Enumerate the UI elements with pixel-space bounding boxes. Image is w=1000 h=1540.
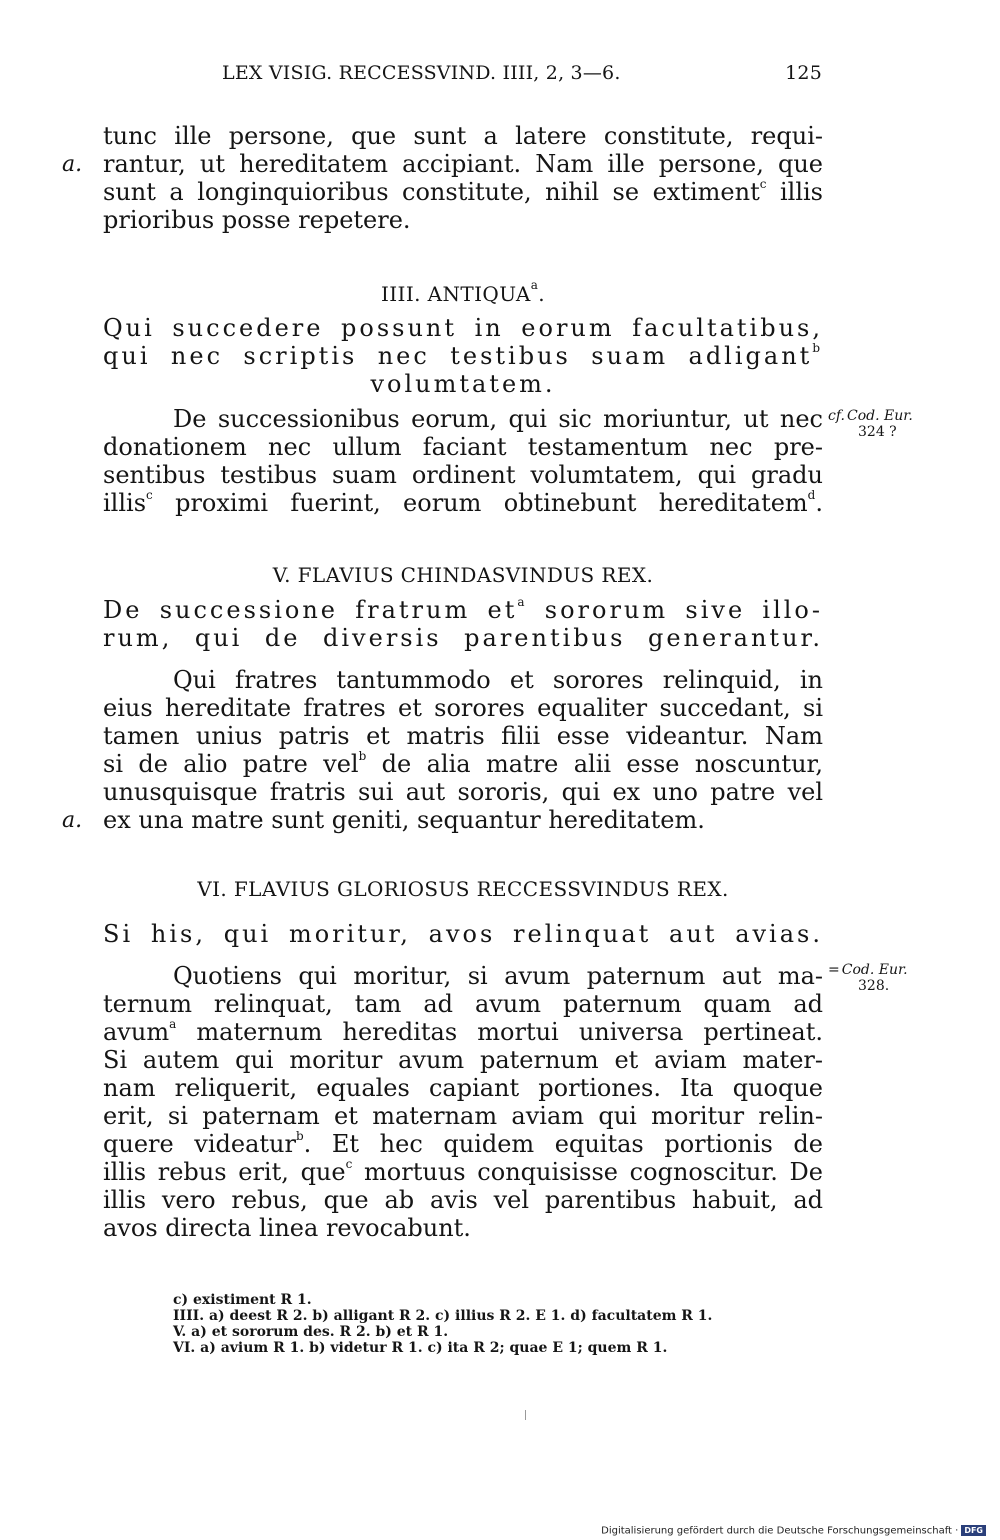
section4-body <box>103 405 823 517</box>
text-line: unusquisque fratris sui aut sororis, qui ex uno patre vel <box>103 778 823 806</box>
stray-mark <box>525 1410 526 1420</box>
text-line: Quotiens qui moritur, si avum paternum aut ma- <box>173 962 823 990</box>
margin-letter-a: a. <box>62 808 83 833</box>
title-line: Si his, qui moritur, avos relinquat aut avias. <box>103 920 823 948</box>
text-line: tamen unius patris et matris filii esse videantur. Nam <box>103 722 823 750</box>
text-line: donationem nec ullum faciant testamentum nec pre- <box>103 433 823 461</box>
text-line: ex una matre sunt geniti, sequantur hereditatem. <box>103 806 705 834</box>
text-line: rantur, ut hereditatem accipiant. Nam ille persone, que <box>103 150 823 178</box>
footnote-line: c) existiment R 1. <box>173 1292 312 1308</box>
margin-note-cod-eur-324: cf. Cod. Eur. 324 ? <box>828 408 913 440</box>
section6-heading: VI. FLAVIUS GLORIOSUS RECCESSVINDUS REX. <box>197 877 729 901</box>
section6-body <box>103 962 823 1242</box>
section6-title <box>103 920 823 948</box>
title-line: De successione fratrum $et^a$ sororum sive illo- <box>103 595 823 624</box>
footnote-line: V. a) et sororum des. R 2. b) et R 1. <box>173 1324 449 1340</box>
section5-title <box>103 596 823 652</box>
text-line: eius hereditate fratres et sorores equaliter succedant, si <box>103 694 823 722</box>
footnotes <box>173 1292 833 1356</box>
dfg-logo: DFG <box>961 1525 986 1536</box>
section4-title <box>103 314 823 398</box>
margin-note-cod-eur-328: = Cod. Eur. 328. <box>828 962 908 994</box>
text-line: Si autem qui moritur avum paternum et aviam mater- <box>103 1046 823 1074</box>
text-line: erit, si paternam et maternam aviam qui moritur relin- <box>103 1102 823 1130</box>
footnote-line: VI. a) avium R 1. b) videtur R 1. c) ita R 2; quae E 1; quem R 1. <box>173 1340 668 1356</box>
section4-heading: IIII. ANTIQUA$^a$. <box>380 278 546 306</box>
margin-letter-a: a. <box>62 152 83 177</box>
title-line: Qui succedere possunt in eorum facultatibus, <box>103 314 823 342</box>
running-header <box>222 62 822 92</box>
text-line: si de alio patre vel$^b$ de alia matre alii esse noscuntur, <box>103 749 823 778</box>
title-line: qui nec scriptis nec testibus suam adligant$^b$ <box>103 341 823 370</box>
text-line: tunc ille persone, que sunt a latere constitute, requi- <box>103 122 823 150</box>
section5-heading: V. FLAVIUS CHINDASVINDUS REX. <box>272 563 654 587</box>
digitization-note: Digitalisierung gefördert durch die Deutsche Forschungsgemeinschaft · DFG <box>601 1525 986 1537</box>
section3-continuation <box>103 122 823 234</box>
text-line: illis$^c$ proximi fuerint, eorum obtinebunt hereditatem$^d$. <box>103 488 823 517</box>
title-line: rum, qui de diversis parentibus generantur. <box>103 624 823 652</box>
text-line: ternum relinquat, tam ad avum paternum quam ad <box>103 990 823 1018</box>
text-line: illis rebus erit, que$^c$ mortuus conquisisse cognoscitur. De <box>103 1157 823 1186</box>
section5-body <box>103 666 823 834</box>
text-line: Qui fratres tantummodo et sorores relinquid, in <box>173 666 823 694</box>
text-line: illis vero rebus, que ab avis vel parentibus habuit, ad <box>103 1186 823 1214</box>
text-line: avum$^a$ maternum hereditas mortui universa pertineat. <box>103 1017 823 1046</box>
title-line: volumtatem. <box>370 370 556 398</box>
text-line: prioribus posse repetere. <box>103 206 411 234</box>
footnote-line: IIII. a) deest R 2. b) alligant R 2. c) illius R 2. E 1. d) facultatem R 1. <box>173 1308 713 1324</box>
text-line: quere videatur$^b$. Et hec quidem equitas portionis de <box>103 1129 823 1158</box>
text-line: nam reliquerit, equales capiant portiones. Ita quoque <box>103 1074 823 1102</box>
page-number: 125 <box>785 62 822 84</box>
running-title: LEX VISIG. RECCESSVIND. IIII, 2, 3—6. <box>222 62 621 84</box>
text-line: avos directa linea revocabunt. <box>103 1214 471 1242</box>
text-line: De successionibus eorum, qui sic moriuntur, ut nec <box>173 405 823 433</box>
text-line: sentibus testibus suam ordinent volumtatem, qui gradu <box>103 461 823 489</box>
text-line: sunt a longinquioribus constitute, nihil se extiment$^c$ illis <box>103 177 823 206</box>
